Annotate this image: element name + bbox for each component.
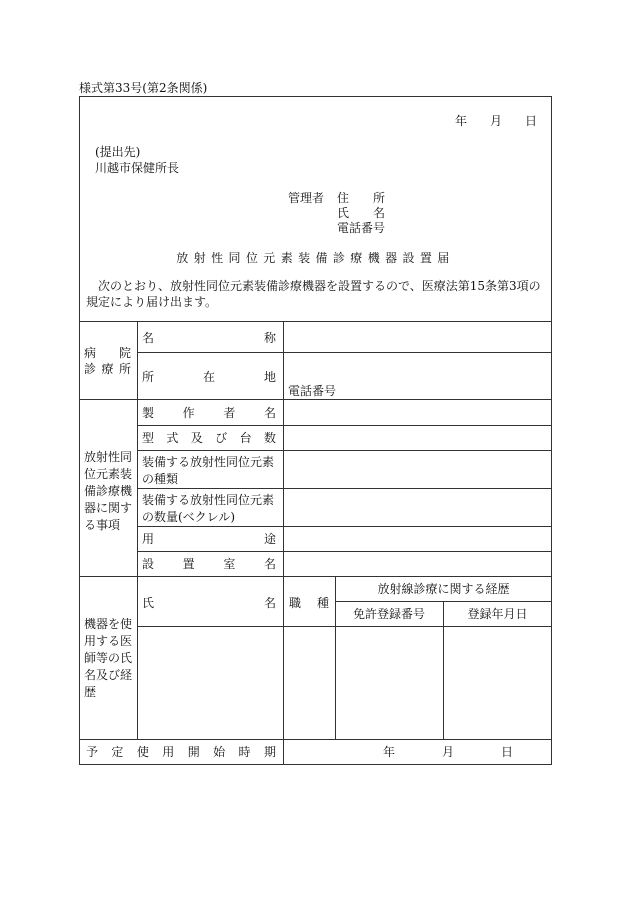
rule [137,321,138,739]
date-month-label: 月 [490,114,503,128]
hospital-group-label: 病 院 [84,346,131,360]
rule [137,626,552,627]
form-title: 放射性同位元素装備診療機器設置届 [176,251,455,265]
users-group-label: 機器を使用する医師等の氏名及び経歴 [84,617,133,699]
facility-location-label: 所 在 地 [142,370,276,384]
start-date-label: 予 定 使 用 開 始 時 期 [86,745,276,759]
isotope-amount-label: 装備する放射性同位元素の数量(ベクレル) [142,493,275,524]
user-name-header: 氏 名 [142,596,276,610]
rule [79,576,552,577]
form-number-label: 様式第33号(第2条関係) [79,81,208,95]
model-count-label: 型 式 及 び 台 数 [142,431,276,445]
date-day-label: 日 [525,114,538,128]
rule [79,399,552,400]
career-header: 放射線診療に関する経歴 [377,582,510,596]
rule [79,321,552,322]
rule [137,425,552,426]
registration-date-header: 登録年月日 [467,607,528,621]
license-number-header: 免許登録番号 [352,607,425,621]
addressee-name: 川越市保健所長 [95,161,180,175]
room-label: 設 置 室 名 [142,557,276,571]
rule [283,321,284,765]
addressee-label: (提出先) [95,145,141,159]
rule [79,739,552,740]
applicant-address-label: 住 所 [337,191,386,205]
start-day-label: 日 [501,745,514,759]
applicant-phone-label: 電話番号 [337,221,386,235]
applicant-name-label: 氏 名 [337,206,386,220]
rule [137,551,552,552]
clinic-group-label: 診 療 所 [84,362,131,376]
start-year-label: 年 [383,745,396,759]
device-group-label: 放射性同位元素装備診療機器に関する事項 [84,450,133,532]
applicant-role: 管理者 [288,191,325,205]
user-job-header: 職 種 [289,596,329,610]
isotope-type-label: 装備する放射性同位元素の種類 [142,455,275,486]
rule [443,601,444,739]
manufacturer-label: 製 作 者 名 [142,406,276,420]
rule [335,576,336,739]
facility-phone-label: 電話番号 [288,384,337,398]
date-year-label: 年 [455,114,468,128]
facility-name-label: 名 称 [142,331,276,345]
usage-label: 用 途 [142,532,276,546]
rule [137,526,552,527]
rule [137,352,552,353]
rule [137,488,552,489]
rule [137,450,552,451]
start-month-label: 月 [442,745,455,759]
form-body-text: 次のとおり、放射性同位元素装備診療機器を設置するので、医療法第15条第3項の規定により届け出ます。 [86,279,541,309]
